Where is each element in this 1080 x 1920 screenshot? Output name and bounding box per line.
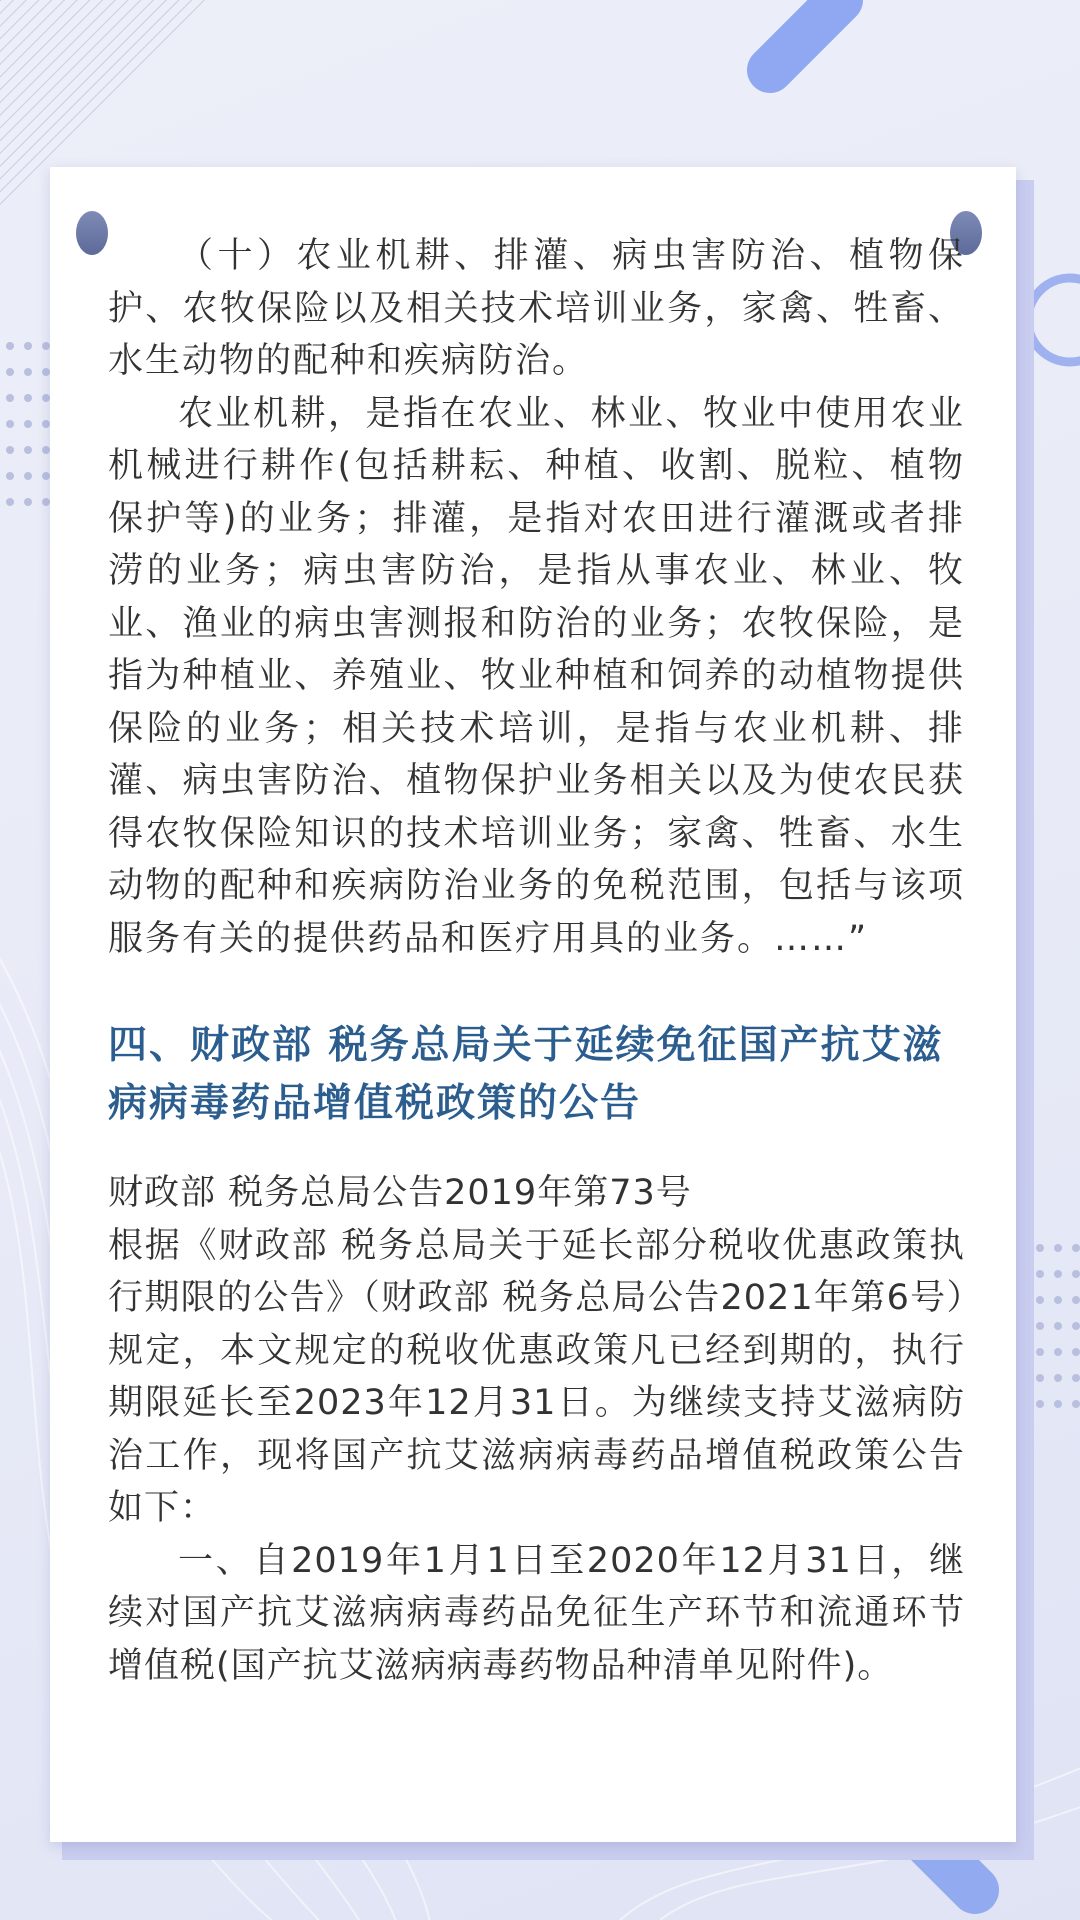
pin-left-icon [76,211,108,255]
announcement-paragraph-1: 根据《财政部 税务总局关于延长部分税收优惠政策执行期限的公告》（财政部 税务总局公告2021年第6号）规定，本文规定的税收优惠政策凡已经到期的，执行期限延长至2023年12月31日。为继续支持艾滋病防治工作，现将国产抗艾滋病病毒药品增值税政策公告如下： [108,1225,965,1528]
intro-paragraph-2: 农业机耕，是指在农业、林业、牧业中使用农业机械进行耕作(包括耕耘、种植、收割、脱粒、植物保护等)的业务；排灌，是指对农田进行灌溉或者排涝的业务；病虫害防治，是指从事农业、林业、牧业、渔业的病虫害测报和防治的业务；农牧保险，是指为种植业、养殖业、牧业种植和饲养的动植物提供保险的业务；相关技术培训，是指与农业机耕、排灌、病虫害防治、植物保护业务相关以及为使农民获得农牧保险知识的技术培训业务；家禽、牲畜、水生动物的配种和疾病防治业务的免税范围，包括与该项服务有关的提供药品和医疗用具的业务。……” [108,393,965,959]
section-heading: 四、财政部 税务总局关于延续免征国产抗艾滋病病毒药品增值税政策的公告 [108,1023,944,1126]
dot-grid-right [1036,1244,1080,1408]
ring-decoration [1028,278,1080,362]
document-number: 财政部 税务总局公告2019年第73号 [108,1173,692,1213]
document-content [108,230,965,1692]
blue-pill-decoration [770,0,840,70]
dot-grid-left [6,342,50,506]
announcement-paragraph-2: 一、自2019年1月1日至2020年12月31日，继续对国产抗艾滋病病毒药品免征生产环节和流通环节增值税(国产抗艾滋病病毒药物品种清单见附件)。 [108,1540,965,1686]
intro-paragraph-1: （十）农业机耕、排灌、病虫害防治、植物保护、农牧保险以及相关技术培训业务，家禽、牲畜、水生动物的配种和疾病防治。 [108,236,965,381]
